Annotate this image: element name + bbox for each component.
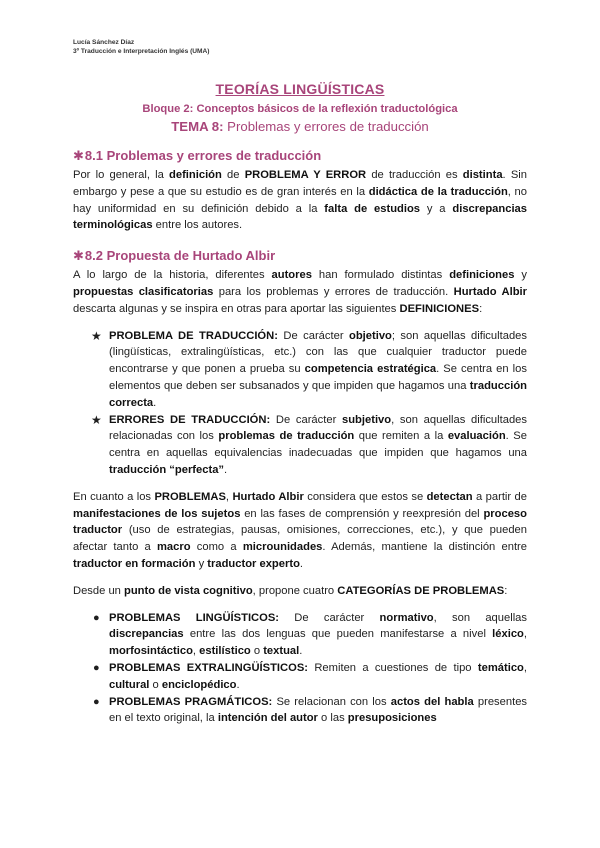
paragraph-categorias: Desde un punto de vista cognitivo, propone cuatro CATEGORÍAS DE PROBLEMAS: [73,584,508,597]
section-number: 8.2 [84,248,103,264]
paragraph-autores: A lo largo de la historia, diferentes autores han formulado distintas definiciones y propuestas clasificatorias para los problemas y errores de traducción. Hurtado Albir descarta algunas y se inspira en otras para aportar las siguientes DEFINICIONES: [73,269,528,315]
block-title: Bloque 2: Conceptos básicos de la reflexión traductológica [142,103,458,115]
tema-label: TEMA 8: [171,119,224,134]
list-item-pragmaticos: ● PROBLEMAS PRAGMÁTICOS: Se relacionan con los actos del habla presentes en el texto original, la intención del autor o las presuposiciones [93,695,528,725]
list-item-extralinguisticos: ● PROBLEMAS EXTRALINGÜÍSTICOS: Remiten a cuestiones de tipo temático, cultural o enciclopédico. [93,661,527,691]
bullet-icon: ● [93,661,100,674]
list-item-linguisticos: ● PROBLEMAS LINGÜÍSTICOS: De carácter normativo, son aquellas discrepancias entre las dos lenguas que pueden manifestarse a nivel léxico, morfosintáctico, estilístico o textual. [93,611,527,658]
asterisk-icon: ✱ [73,248,84,264]
bullet-icon: ● [93,611,100,624]
asterisk-icon: ✱ [73,148,84,163]
section-heading-8-2 [73,248,527,264]
star-bullet-icon: ★ [91,328,102,343]
author-name: Lucía Sánchez Díaz [73,39,135,46]
definitions-list [73,328,527,479]
star-bullet-icon: ★ [91,412,102,427]
document-title: TEORÍAS LINGÜÍSTICAS [215,81,385,97]
tema-title [73,119,527,134]
section-heading-8-1 [73,148,527,164]
section-number: 8.1 [84,148,103,163]
paragraph-definicion: Por lo general, la definición de PROBLEMA Y ERROR de traducción es distinta. Sin embargo y pese a que su estudio es de gran interés en la didáctica de la traducción, no hay uniformidad en su definición debido a la falta de estudios y a discrepancias terminológicas entre los autores. [73,169,528,232]
categories-list [73,610,527,728]
bullet-icon: ● [93,695,100,708]
paragraph-problemas: En cuanto a los PROBLEMAS, Hurtado Albir considera que estos se detectan a partir de manifestaciones de los sujetos en las fases de comprensión y reexpresión del proceso traductor (uso de estrategias, pausas, omisiones, correcciones, etc.), y que pueden afectar tanto a macro como a microunidades. Además, mantiene la distinción entre traductor en formación y traductor experto. [73,490,527,570]
list-item-errores: ★ ERRORES DE TRADUCCIÓN: De carácter subjetivo, son aquellas dificultades relacionadas con los problemas de traducción que remiten a la evaluación. Se centra en aquellas equivalencias inadecuadas que impiden que hagamos una traducción “perfecta”. [91,412,527,476]
section-title: Problemas y errores de traducción [102,148,322,163]
section-title: Propuesta de Hurtado Albir [102,248,276,264]
tema-text: Problemas y errores de traducción [223,119,429,134]
page-header [73,38,527,56]
title-block [73,81,527,134]
list-item-problema: ★ PROBLEMA DE TRADUCCIÓN: De carácter objetivo; son aquellas dificultades (lingüísticas, extralingüísticas, etc.) con las que cualquier traductor puede encontrarse y que ponen a prueba su competencia estratégica. Se centra en los elementos que deben ser subsanados y que impiden que hagamos una traducción correcta. [91,328,527,409]
course-name: 3º Traducción e Interpretación Inglés (UMA) [73,48,210,55]
